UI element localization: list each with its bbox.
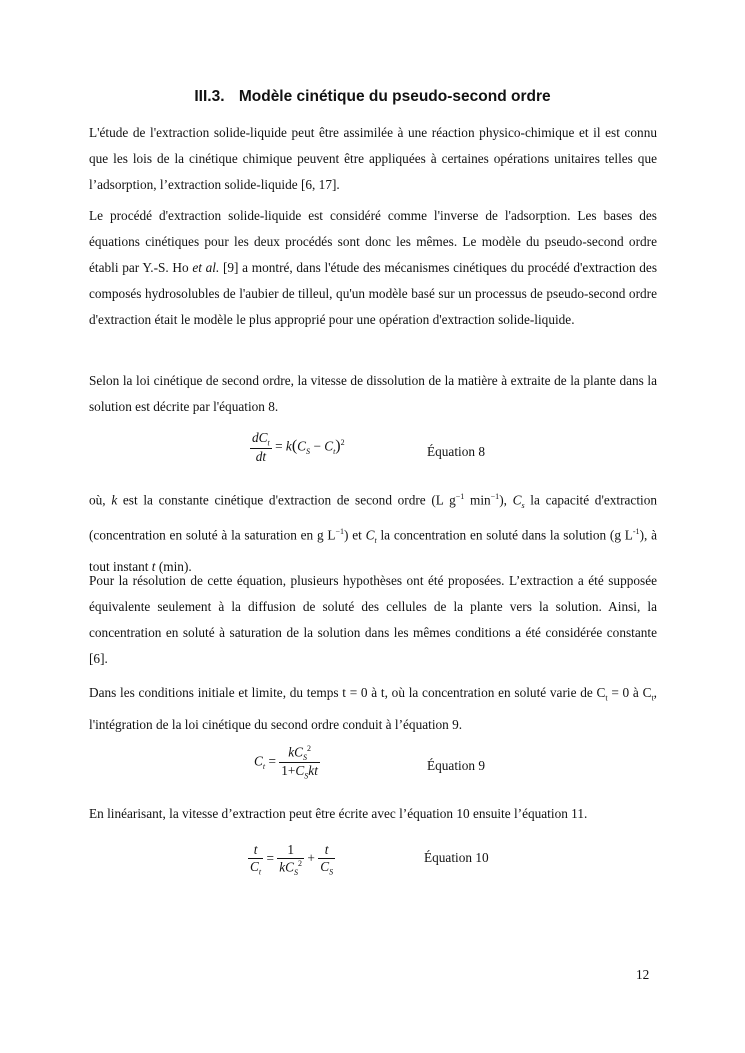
paragraph-ho-model-end: [9] a montré, dans l'étude des mécanismes cinétiques du procédé d'extraction des composés hydrosolubles de l'aubier de tilleul, qu'un modèle basé sur un processus de pseudo-second ordre d'extraction était le modèle le plus approprié pour une opération d'extraction solide-liquide.: [89, 260, 657, 327]
paragraph-ho-model-start: Le procédé d'extraction solide-liquide est considéré comme l'inverse de l'adsorption. Les bases des équations cinétiques pour les deux procédés sont donc les mêmes. Le modèle du pseudo-second ordre établi par Y.-S. Ho: [89, 208, 657, 275]
eq10-fraction-right: $\frac{t}{C_S}$: [320, 842, 334, 877]
equation-10: $\frac{t}{C_t}$ = $\frac{1}{kC_S^2}$ + $\frac{t}{C_S}$: [250, 842, 334, 878]
section-number: III.3.: [194, 88, 225, 105]
equation-8: $\frac{dC_t}{dt}$ = $k(C_S - C_t)^2$: [252, 430, 345, 464]
eq9-fraction: $\frac{kC_S^2}{1+C_Skt}$: [281, 744, 318, 781]
eq10-fraction-left: $\frac{t}{C_t}$: [250, 842, 262, 877]
page-number: 12: [636, 967, 650, 982]
equation-8-label: Équation 8: [427, 444, 485, 459]
paragraph-ho-model: [89, 203, 657, 333]
section-title: Modèle cinétique du pseudo-second ordre: [238, 88, 551, 105]
eq8-fraction: $\frac{dC_t}{dt}$: [252, 430, 270, 464]
equation-9: $C_t$ = $\frac{kC_S^2}{1+C_Skt}$: [254, 744, 318, 781]
paragraph-variables: où, k est la constante cinétique d'extraction de second ordre (L $g^{-1}$ $\min^{-1}$), $C_s$ la capacité d'extraction (concentration en soluté à la saturation en g $L^{-1}$) et $C_t$ la concentration en soluté dans la solution (g $L^{-1}$), à tout instant t (min).: [89, 492, 658, 575]
et-al-text: et al.: [192, 260, 220, 275]
equation-10-label: Équation 10: [424, 850, 489, 865]
section-heading: [0, 88, 745, 106]
paragraph-second-order-law: Selon la loi cinétique de second ordre, la vitesse de dissolution de la matière à extraite de la plante dans la solution est décrite par l'équation 8.: [89, 373, 657, 414]
paragraph-hypotheses: Pour la résolution de cette équation, plusieurs hypothèses ont été proposées. L’extraction a été supposée équivalente seulement à la diffusion de soluté des cellules de la plante vers la solution. Ainsi, la concentration en soluté à saturation de la solution dans les mêmes conditions a été considérée constante [6].: [89, 573, 657, 666]
paragraph-integration: Dans les conditions initiale et limite, du temps t = 0 à t, où la concentration en soluté varie de $C_t = 0$ à $C_t$, l'intégration de la loi cinétique du second ordre conduit à l’équation 9.: [89, 685, 657, 732]
paragraph-linearisation: En linéarisant, la vitesse d’extraction peut être écrite avec l’équation 10 ensuite l’équation 11.: [89, 806, 588, 821]
eq10-fraction-middle: $\frac{1}{kC_S^2}$: [279, 842, 303, 878]
equation-9-label: Équation 9: [427, 758, 485, 773]
paragraph-intro: L'étude de l'extraction solide-liquide peut être assimilée à une réaction physico-chimique et il est connu que les lois de la cinétique chimique peuvent être appliquées à certaines opérations unitaires telles que l’adsorption, l’extraction solide-liquide [6, 17].: [89, 125, 657, 192]
